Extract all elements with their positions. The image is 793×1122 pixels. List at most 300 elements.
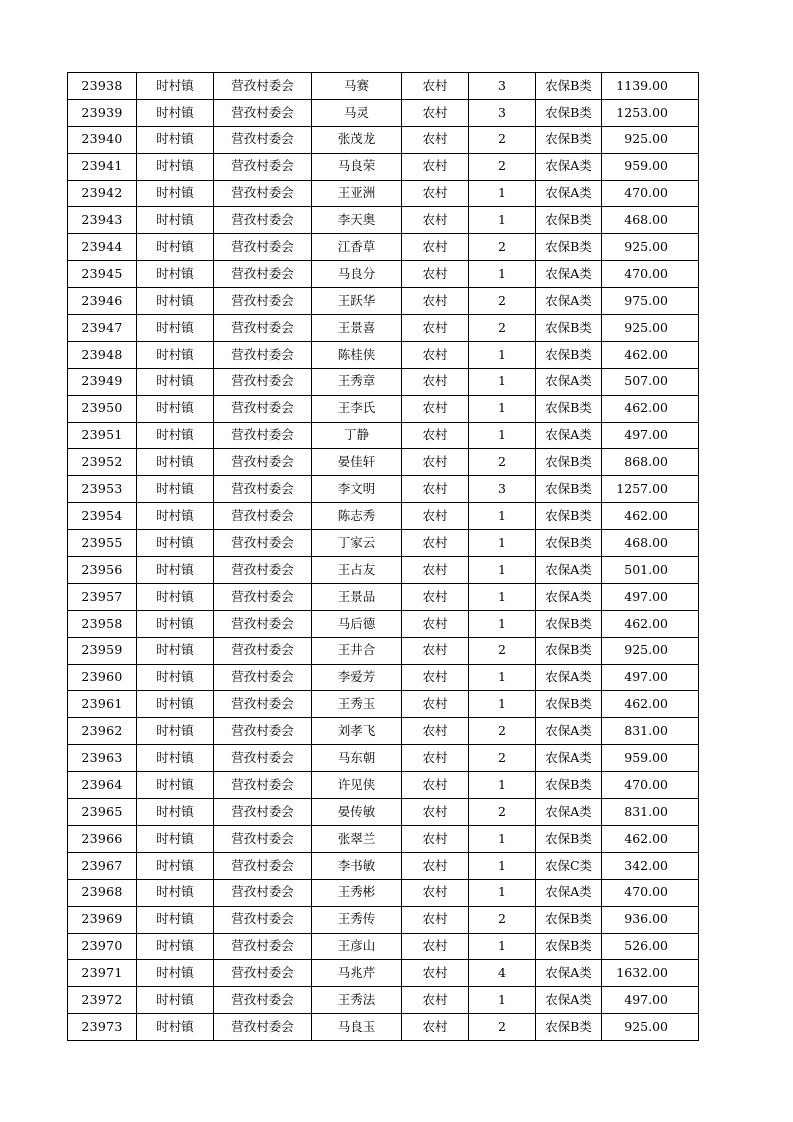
record-id-cell: 23958 — [68, 610, 137, 637]
town-cell: 时村镇 — [137, 557, 214, 584]
town-cell: 时村镇 — [137, 933, 214, 960]
town-cell: 时村镇 — [137, 906, 214, 933]
town-cell: 时村镇 — [137, 610, 214, 637]
household-count-cell: 1 — [469, 557, 536, 584]
person-name-cell: 马东朝 — [312, 745, 402, 772]
town-cell: 时村镇 — [137, 718, 214, 745]
record-id-cell: 23954 — [68, 503, 137, 530]
household-count-cell: 3 — [469, 73, 536, 100]
village-committee-cell: 营孜村委会 — [214, 664, 312, 691]
household-count-cell: 1 — [469, 395, 536, 422]
table-row — [68, 180, 699, 207]
record-id-cell: 23947 — [68, 315, 137, 342]
person-name-cell: 张茂龙 — [312, 126, 402, 153]
person-name-cell: 丁家云 — [312, 530, 402, 557]
area-type-cell: 农村 — [402, 691, 469, 718]
household-count-cell: 2 — [469, 234, 536, 261]
insurance-category-cell: 农保A类 — [536, 745, 602, 772]
area-type-cell: 农村 — [402, 557, 469, 584]
record-id-cell: 23957 — [68, 583, 137, 610]
town-cell: 时村镇 — [137, 180, 214, 207]
area-type-cell: 农村 — [402, 610, 469, 637]
household-count-cell: 2 — [469, 637, 536, 664]
amount-cell: 470.00 — [602, 261, 699, 288]
amount-cell: 526.00 — [602, 933, 699, 960]
household-count-cell: 1 — [469, 664, 536, 691]
insurance-category-cell: 农保A类 — [536, 799, 602, 826]
table-row — [68, 583, 699, 610]
record-id-cell: 23940 — [68, 126, 137, 153]
record-id-cell: 23967 — [68, 852, 137, 879]
person-name-cell: 江香草 — [312, 234, 402, 261]
area-type-cell: 农村 — [402, 825, 469, 852]
town-cell: 时村镇 — [137, 153, 214, 180]
person-name-cell: 马良荣 — [312, 153, 402, 180]
town-cell: 时村镇 — [137, 73, 214, 100]
table-row — [68, 99, 699, 126]
insurance-category-cell: 农保B类 — [536, 99, 602, 126]
household-count-cell: 1 — [469, 180, 536, 207]
village-committee-cell: 营孜村委会 — [214, 341, 312, 368]
amount-cell: 959.00 — [602, 153, 699, 180]
area-type-cell: 农村 — [402, 530, 469, 557]
person-name-cell: 王井合 — [312, 637, 402, 664]
village-committee-cell: 营孜村委会 — [214, 288, 312, 315]
record-id-cell: 23973 — [68, 1014, 137, 1041]
table-row — [68, 557, 699, 584]
village-committee-cell: 营孜村委会 — [214, 449, 312, 476]
insurance-category-cell: 农保A类 — [536, 879, 602, 906]
insurance-category-cell: 农保B类 — [536, 691, 602, 718]
record-id-cell: 23955 — [68, 530, 137, 557]
area-type-cell: 农村 — [402, 368, 469, 395]
household-count-cell: 1 — [469, 341, 536, 368]
village-committee-cell: 营孜村委会 — [214, 207, 312, 234]
household-count-cell: 2 — [469, 718, 536, 745]
amount-cell: 1632.00 — [602, 960, 699, 987]
town-cell: 时村镇 — [137, 637, 214, 664]
person-name-cell: 王景品 — [312, 583, 402, 610]
village-committee-cell: 营孜村委会 — [214, 368, 312, 395]
area-type-cell: 农村 — [402, 637, 469, 664]
insurance-category-cell: 农保A类 — [536, 557, 602, 584]
amount-cell: 507.00 — [602, 368, 699, 395]
household-count-cell: 2 — [469, 906, 536, 933]
record-id-cell: 23961 — [68, 691, 137, 718]
area-type-cell: 农村 — [402, 583, 469, 610]
person-name-cell: 丁静 — [312, 422, 402, 449]
household-count-cell: 2 — [469, 288, 536, 315]
amount-cell: 462.00 — [602, 341, 699, 368]
amount-cell: 462.00 — [602, 610, 699, 637]
person-name-cell: 马兆芹 — [312, 960, 402, 987]
amount-cell: 925.00 — [602, 1014, 699, 1041]
record-id-cell: 23952 — [68, 449, 137, 476]
table-row — [68, 610, 699, 637]
person-name-cell: 王秀玉 — [312, 691, 402, 718]
household-count-cell: 2 — [469, 315, 536, 342]
table-row — [68, 745, 699, 772]
table-row — [68, 987, 699, 1014]
town-cell: 时村镇 — [137, 745, 214, 772]
household-count-cell: 2 — [469, 449, 536, 476]
village-committee-cell: 营孜村委会 — [214, 1014, 312, 1041]
record-id-cell: 23972 — [68, 987, 137, 1014]
village-committee-cell: 营孜村委会 — [214, 637, 312, 664]
person-name-cell: 王跃华 — [312, 288, 402, 315]
town-cell: 时村镇 — [137, 476, 214, 503]
table-row — [68, 691, 699, 718]
insurance-category-cell: 农保C类 — [536, 852, 602, 879]
insurance-category-cell: 农保B类 — [536, 476, 602, 503]
insurance-category-cell: 农保B类 — [536, 933, 602, 960]
person-name-cell: 王李氏 — [312, 395, 402, 422]
amount-cell: 959.00 — [602, 745, 699, 772]
person-name-cell: 马良玉 — [312, 1014, 402, 1041]
record-id-cell: 23944 — [68, 234, 137, 261]
record-id-cell: 23959 — [68, 637, 137, 664]
insurance-category-cell: 农保A类 — [536, 180, 602, 207]
record-id-cell: 23960 — [68, 664, 137, 691]
area-type-cell: 农村 — [402, 207, 469, 234]
person-name-cell: 李爱芳 — [312, 664, 402, 691]
insurance-category-cell: 农保B类 — [536, 530, 602, 557]
area-type-cell: 农村 — [402, 987, 469, 1014]
amount-cell: 1257.00 — [602, 476, 699, 503]
insurance-category-cell: 农保B类 — [536, 637, 602, 664]
table-row — [68, 960, 699, 987]
village-committee-cell: 营孜村委会 — [214, 476, 312, 503]
table-row — [68, 799, 699, 826]
table-row — [68, 153, 699, 180]
village-committee-cell: 营孜村委会 — [214, 933, 312, 960]
record-id-cell: 23956 — [68, 557, 137, 584]
record-id-cell: 23943 — [68, 207, 137, 234]
insurance-category-cell: 农保B类 — [536, 1014, 602, 1041]
insurance-category-cell: 农保B类 — [536, 207, 602, 234]
insurance-category-cell: 农保A类 — [536, 664, 602, 691]
record-id-cell: 23948 — [68, 341, 137, 368]
household-count-cell: 1 — [469, 583, 536, 610]
village-committee-cell: 营孜村委会 — [214, 99, 312, 126]
person-name-cell: 王占友 — [312, 557, 402, 584]
village-committee-cell: 营孜村委会 — [214, 422, 312, 449]
village-committee-cell: 营孜村委会 — [214, 73, 312, 100]
town-cell: 时村镇 — [137, 315, 214, 342]
area-type-cell: 农村 — [402, 476, 469, 503]
table-row — [68, 422, 699, 449]
village-committee-cell: 营孜村委会 — [214, 583, 312, 610]
record-id-cell: 23945 — [68, 261, 137, 288]
insurance-category-cell: 农保B类 — [536, 395, 602, 422]
person-name-cell: 马灵 — [312, 99, 402, 126]
table-row — [68, 368, 699, 395]
amount-cell: 342.00 — [602, 852, 699, 879]
record-id-cell: 23971 — [68, 960, 137, 987]
area-type-cell: 农村 — [402, 799, 469, 826]
record-id-cell: 23965 — [68, 799, 137, 826]
village-committee-cell: 营孜村委会 — [214, 772, 312, 799]
records-table — [67, 72, 699, 1041]
village-committee-cell: 营孜村委会 — [214, 395, 312, 422]
town-cell: 时村镇 — [137, 583, 214, 610]
amount-cell: 468.00 — [602, 530, 699, 557]
town-cell: 时村镇 — [137, 530, 214, 557]
village-committee-cell: 营孜村委会 — [214, 557, 312, 584]
town-cell: 时村镇 — [137, 261, 214, 288]
household-count-cell: 2 — [469, 799, 536, 826]
amount-cell: 462.00 — [602, 395, 699, 422]
town-cell: 时村镇 — [137, 503, 214, 530]
town-cell: 时村镇 — [137, 422, 214, 449]
person-name-cell: 马后德 — [312, 610, 402, 637]
table-row — [68, 341, 699, 368]
table-row — [68, 73, 699, 100]
amount-cell: 497.00 — [602, 664, 699, 691]
record-id-cell: 23968 — [68, 879, 137, 906]
person-name-cell: 马赛 — [312, 73, 402, 100]
town-cell: 时村镇 — [137, 395, 214, 422]
amount-cell: 925.00 — [602, 315, 699, 342]
table-row — [68, 449, 699, 476]
insurance-category-cell: 农保B类 — [536, 73, 602, 100]
area-type-cell: 农村 — [402, 772, 469, 799]
area-type-cell: 农村 — [402, 234, 469, 261]
area-type-cell: 农村 — [402, 73, 469, 100]
table-row — [68, 772, 699, 799]
table-row — [68, 315, 699, 342]
household-count-cell: 2 — [469, 1014, 536, 1041]
record-id-cell: 23946 — [68, 288, 137, 315]
record-id-cell: 23953 — [68, 476, 137, 503]
area-type-cell: 农村 — [402, 153, 469, 180]
household-count-cell: 3 — [469, 476, 536, 503]
area-type-cell: 农村 — [402, 745, 469, 772]
record-id-cell: 23938 — [68, 73, 137, 100]
record-id-cell: 23964 — [68, 772, 137, 799]
area-type-cell: 农村 — [402, 449, 469, 476]
village-committee-cell: 营孜村委会 — [214, 610, 312, 637]
area-type-cell: 农村 — [402, 933, 469, 960]
amount-cell: 868.00 — [602, 449, 699, 476]
amount-cell: 925.00 — [602, 637, 699, 664]
amount-cell: 975.00 — [602, 288, 699, 315]
person-name-cell: 刘孝飞 — [312, 718, 402, 745]
area-type-cell: 农村 — [402, 395, 469, 422]
person-name-cell: 王秀彬 — [312, 879, 402, 906]
area-type-cell: 农村 — [402, 341, 469, 368]
village-committee-cell: 营孜村委会 — [214, 718, 312, 745]
record-id-cell: 23970 — [68, 933, 137, 960]
insurance-category-cell: 农保A类 — [536, 583, 602, 610]
town-cell: 时村镇 — [137, 288, 214, 315]
area-type-cell: 农村 — [402, 180, 469, 207]
record-id-cell: 23963 — [68, 745, 137, 772]
amount-cell: 470.00 — [602, 772, 699, 799]
insurance-category-cell: 农保A类 — [536, 987, 602, 1014]
town-cell: 时村镇 — [137, 799, 214, 826]
area-type-cell: 农村 — [402, 879, 469, 906]
area-type-cell: 农村 — [402, 1014, 469, 1041]
insurance-category-cell: 农保B类 — [536, 503, 602, 530]
table-row — [68, 637, 699, 664]
village-committee-cell: 营孜村委会 — [214, 153, 312, 180]
area-type-cell: 农村 — [402, 906, 469, 933]
person-name-cell: 许见侠 — [312, 772, 402, 799]
household-count-cell: 1 — [469, 610, 536, 637]
table-row — [68, 261, 699, 288]
person-name-cell: 王彦山 — [312, 933, 402, 960]
household-count-cell: 2 — [469, 126, 536, 153]
amount-cell: 468.00 — [602, 207, 699, 234]
amount-cell: 462.00 — [602, 691, 699, 718]
amount-cell: 462.00 — [602, 825, 699, 852]
insurance-category-cell: 农保A类 — [536, 960, 602, 987]
household-count-cell: 1 — [469, 207, 536, 234]
insurance-category-cell: 农保A类 — [536, 153, 602, 180]
person-name-cell: 晏传敏 — [312, 799, 402, 826]
insurance-category-cell: 农保A类 — [536, 718, 602, 745]
village-committee-cell: 营孜村委会 — [214, 315, 312, 342]
household-count-cell: 1 — [469, 987, 536, 1014]
village-committee-cell: 营孜村委会 — [214, 825, 312, 852]
record-id-cell: 23942 — [68, 180, 137, 207]
insurance-category-cell: 农保B类 — [536, 234, 602, 261]
household-count-cell: 2 — [469, 153, 536, 180]
record-id-cell: 23941 — [68, 153, 137, 180]
person-name-cell: 王秀传 — [312, 906, 402, 933]
town-cell: 时村镇 — [137, 691, 214, 718]
village-committee-cell: 营孜村委会 — [214, 799, 312, 826]
household-count-cell: 1 — [469, 825, 536, 852]
table-row — [68, 825, 699, 852]
table-row — [68, 126, 699, 153]
village-committee-cell: 营孜村委会 — [214, 852, 312, 879]
table-body — [68, 73, 699, 1041]
village-committee-cell: 营孜村委会 — [214, 745, 312, 772]
table-row — [68, 718, 699, 745]
village-committee-cell: 营孜村委会 — [214, 906, 312, 933]
table-row — [68, 1014, 699, 1041]
town-cell: 时村镇 — [137, 368, 214, 395]
village-committee-cell: 营孜村委会 — [214, 234, 312, 261]
town-cell: 时村镇 — [137, 825, 214, 852]
record-id-cell: 23950 — [68, 395, 137, 422]
table-row — [68, 530, 699, 557]
insurance-category-cell: 农保B类 — [536, 906, 602, 933]
insurance-category-cell: 农保A类 — [536, 288, 602, 315]
amount-cell: 497.00 — [602, 422, 699, 449]
town-cell: 时村镇 — [137, 207, 214, 234]
record-id-cell: 23962 — [68, 718, 137, 745]
table-row — [68, 664, 699, 691]
person-name-cell: 王秀章 — [312, 368, 402, 395]
insurance-category-cell: 农保B类 — [536, 772, 602, 799]
record-id-cell: 23969 — [68, 906, 137, 933]
amount-cell: 470.00 — [602, 879, 699, 906]
insurance-category-cell: 农保B类 — [536, 825, 602, 852]
area-type-cell: 农村 — [402, 126, 469, 153]
amount-cell: 462.00 — [602, 503, 699, 530]
area-type-cell: 农村 — [402, 261, 469, 288]
village-committee-cell: 营孜村委会 — [214, 503, 312, 530]
area-type-cell: 农村 — [402, 852, 469, 879]
town-cell: 时村镇 — [137, 1014, 214, 1041]
amount-cell: 831.00 — [602, 799, 699, 826]
village-committee-cell: 营孜村委会 — [214, 879, 312, 906]
village-committee-cell: 营孜村委会 — [214, 960, 312, 987]
area-type-cell: 农村 — [402, 99, 469, 126]
amount-cell: 925.00 — [602, 234, 699, 261]
town-cell: 时村镇 — [137, 341, 214, 368]
table-row — [68, 288, 699, 315]
record-id-cell: 23939 — [68, 99, 137, 126]
town-cell: 时村镇 — [137, 987, 214, 1014]
person-name-cell: 陈桂侠 — [312, 341, 402, 368]
household-count-cell: 1 — [469, 530, 536, 557]
insurance-category-cell: 农保B类 — [536, 126, 602, 153]
amount-cell: 470.00 — [602, 180, 699, 207]
record-id-cell: 23949 — [68, 368, 137, 395]
person-name-cell: 马良分 — [312, 261, 402, 288]
amount-cell: 501.00 — [602, 557, 699, 584]
household-count-cell: 1 — [469, 772, 536, 799]
household-count-cell: 1 — [469, 933, 536, 960]
area-type-cell: 农村 — [402, 315, 469, 342]
household-count-cell: 1 — [469, 261, 536, 288]
town-cell: 时村镇 — [137, 664, 214, 691]
area-type-cell: 农村 — [402, 960, 469, 987]
table-row — [68, 933, 699, 960]
village-committee-cell: 营孜村委会 — [214, 987, 312, 1014]
table-row — [68, 476, 699, 503]
area-type-cell: 农村 — [402, 718, 469, 745]
town-cell: 时村镇 — [137, 772, 214, 799]
table-row — [68, 234, 699, 261]
amount-cell: 497.00 — [602, 987, 699, 1014]
village-committee-cell: 营孜村委会 — [214, 691, 312, 718]
household-count-cell: 3 — [469, 99, 536, 126]
amount-cell: 497.00 — [602, 583, 699, 610]
town-cell: 时村镇 — [137, 126, 214, 153]
person-name-cell: 晏佳轩 — [312, 449, 402, 476]
town-cell: 时村镇 — [137, 852, 214, 879]
insurance-category-cell: 农保B类 — [536, 610, 602, 637]
village-committee-cell: 营孜村委会 — [214, 530, 312, 557]
area-type-cell: 农村 — [402, 503, 469, 530]
table-row — [68, 906, 699, 933]
insurance-category-cell: 农保B类 — [536, 341, 602, 368]
amount-cell: 925.00 — [602, 126, 699, 153]
village-committee-cell: 营孜村委会 — [214, 261, 312, 288]
household-count-cell: 1 — [469, 368, 536, 395]
person-name-cell: 李文明 — [312, 476, 402, 503]
household-count-cell: 2 — [469, 745, 536, 772]
amount-cell: 1253.00 — [602, 99, 699, 126]
town-cell: 时村镇 — [137, 960, 214, 987]
person-name-cell: 陈志秀 — [312, 503, 402, 530]
record-id-cell: 23966 — [68, 825, 137, 852]
person-name-cell: 王亚洲 — [312, 180, 402, 207]
household-count-cell: 1 — [469, 879, 536, 906]
table-row — [68, 852, 699, 879]
table-row — [68, 395, 699, 422]
insurance-category-cell: 农保B类 — [536, 449, 602, 476]
household-count-cell: 1 — [469, 691, 536, 718]
table-row — [68, 879, 699, 906]
insurance-category-cell: 农保A类 — [536, 368, 602, 395]
person-name-cell: 李天奥 — [312, 207, 402, 234]
